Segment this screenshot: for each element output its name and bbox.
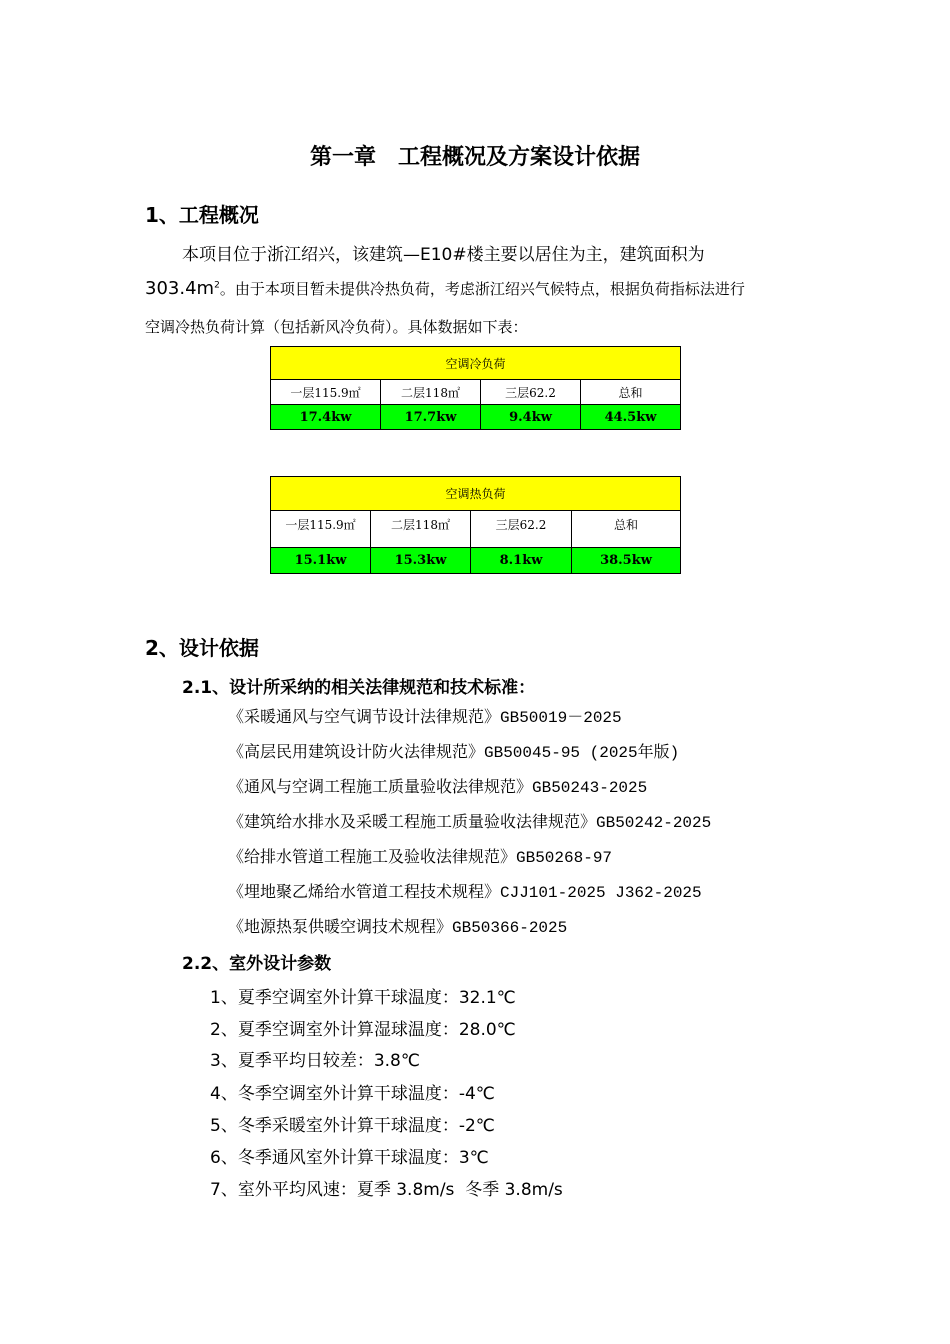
overview-paragraph-line-2-rest: 。由于本项目暂未提供冷热负荷，考虑浙江绍兴气候特点，根据负荷指标法进行 bbox=[219, 280, 745, 298]
cooling-label-floor-1: 一层115.9㎡ bbox=[271, 380, 381, 405]
cooling-table-header: 空调冷负荷 bbox=[271, 347, 681, 380]
standard-item: 《采暖通风与空气调节设计法律规范》GB50019－2025 bbox=[228, 709, 622, 727]
cooling-value-floor-2: 17.7kw bbox=[381, 405, 481, 430]
heating-label-floor-2: 二层118㎡ bbox=[371, 511, 471, 548]
subsection-heading-outdoor-params: 2.2、室外设计参数 bbox=[182, 954, 332, 974]
section-heading-design-basis: 2、设计依据 bbox=[145, 636, 259, 660]
overview-paragraph-line-3: 空调冷热负荷计算（包括新风冷负荷）。具体数据如下表： bbox=[145, 318, 528, 336]
area-unit-superscript: 2 bbox=[214, 280, 220, 291]
heating-label-floor-1: 一层115.9㎡ bbox=[271, 511, 371, 548]
heating-value-floor-1: 15.1kw bbox=[271, 548, 371, 574]
cooling-value-floor-3: 9.4kw bbox=[481, 405, 581, 430]
outdoor-param-item: 2、夏季空调室外计算湿球温度：28.0℃ bbox=[210, 1020, 516, 1040]
cooling-label-total: 总和 bbox=[581, 380, 681, 405]
heating-label-floor-3: 三层62.2 bbox=[471, 511, 572, 548]
standard-item: 《给排水管道工程施工及验收法律规范》GB50268-97 bbox=[228, 849, 613, 867]
outdoor-param-item: 5、冬季采暖室外计算干球温度：-2℃ bbox=[210, 1116, 495, 1136]
overview-paragraph-line-2 bbox=[145, 278, 745, 299]
heating-value-total: 38.5kw bbox=[572, 548, 681, 574]
standard-item: 《埋地聚乙烯给水管道工程技术规程》CJJ101-2025 J362-2025 bbox=[228, 884, 702, 902]
building-area-value: 303.4m bbox=[145, 278, 215, 299]
chapter-title: 第一章 工程概况及方案设计依据 bbox=[309, 145, 640, 170]
standard-item: 《通风与空调工程施工质量验收法律规范》GB50243-2025 bbox=[228, 779, 648, 797]
heating-load-table bbox=[270, 476, 681, 574]
outdoor-param-item: 4、冬季空调室外计算干球温度：-4℃ bbox=[210, 1084, 495, 1104]
cooling-label-floor-3: 三层62.2 bbox=[481, 380, 581, 405]
section-heading-overview: 1、工程概况 bbox=[145, 203, 259, 227]
cooling-label-floor-2: 二层118㎡ bbox=[381, 380, 481, 405]
overview-paragraph-line-1: 本项目位于浙江绍兴，该建筑—E10#楼主要以居住为主，建筑面积为 bbox=[182, 245, 705, 265]
cooling-load-table bbox=[270, 346, 681, 430]
outdoor-param-item: 6、冬季通风室外计算干球温度：3℃ bbox=[210, 1148, 489, 1168]
heating-table-header: 空调热负荷 bbox=[271, 477, 681, 511]
standard-item: 《高层民用建筑设计防火法律规范》GB50045-95 (2025年版) bbox=[228, 744, 680, 762]
standard-item: 《建筑给水排水及采暖工程施工质量验收法律规范》GB50242-2025 bbox=[228, 814, 712, 832]
cooling-value-floor-1: 17.4kw bbox=[271, 405, 381, 430]
subsection-heading-standards: 2.1、设计所采纳的相关法律规范和技术标准： bbox=[182, 678, 536, 698]
outdoor-param-item: 1、夏季空调室外计算干球温度：32.1℃ bbox=[210, 988, 516, 1008]
standard-item: 《地源热泵供暖空调技术规程》GB50366-2025 bbox=[228, 919, 568, 937]
heating-value-floor-3: 8.1kw bbox=[471, 548, 572, 574]
outdoor-param-item: 3、夏季平均日较差：3.8℃ bbox=[210, 1051, 420, 1071]
heating-label-total: 总和 bbox=[572, 511, 681, 548]
heating-value-floor-2: 15.3kw bbox=[371, 548, 471, 574]
outdoor-param-item: 7、室外平均风速：夏季 3.8m/s 冬季 3.8m/s bbox=[210, 1180, 563, 1200]
cooling-value-total: 44.5kw bbox=[581, 405, 681, 430]
